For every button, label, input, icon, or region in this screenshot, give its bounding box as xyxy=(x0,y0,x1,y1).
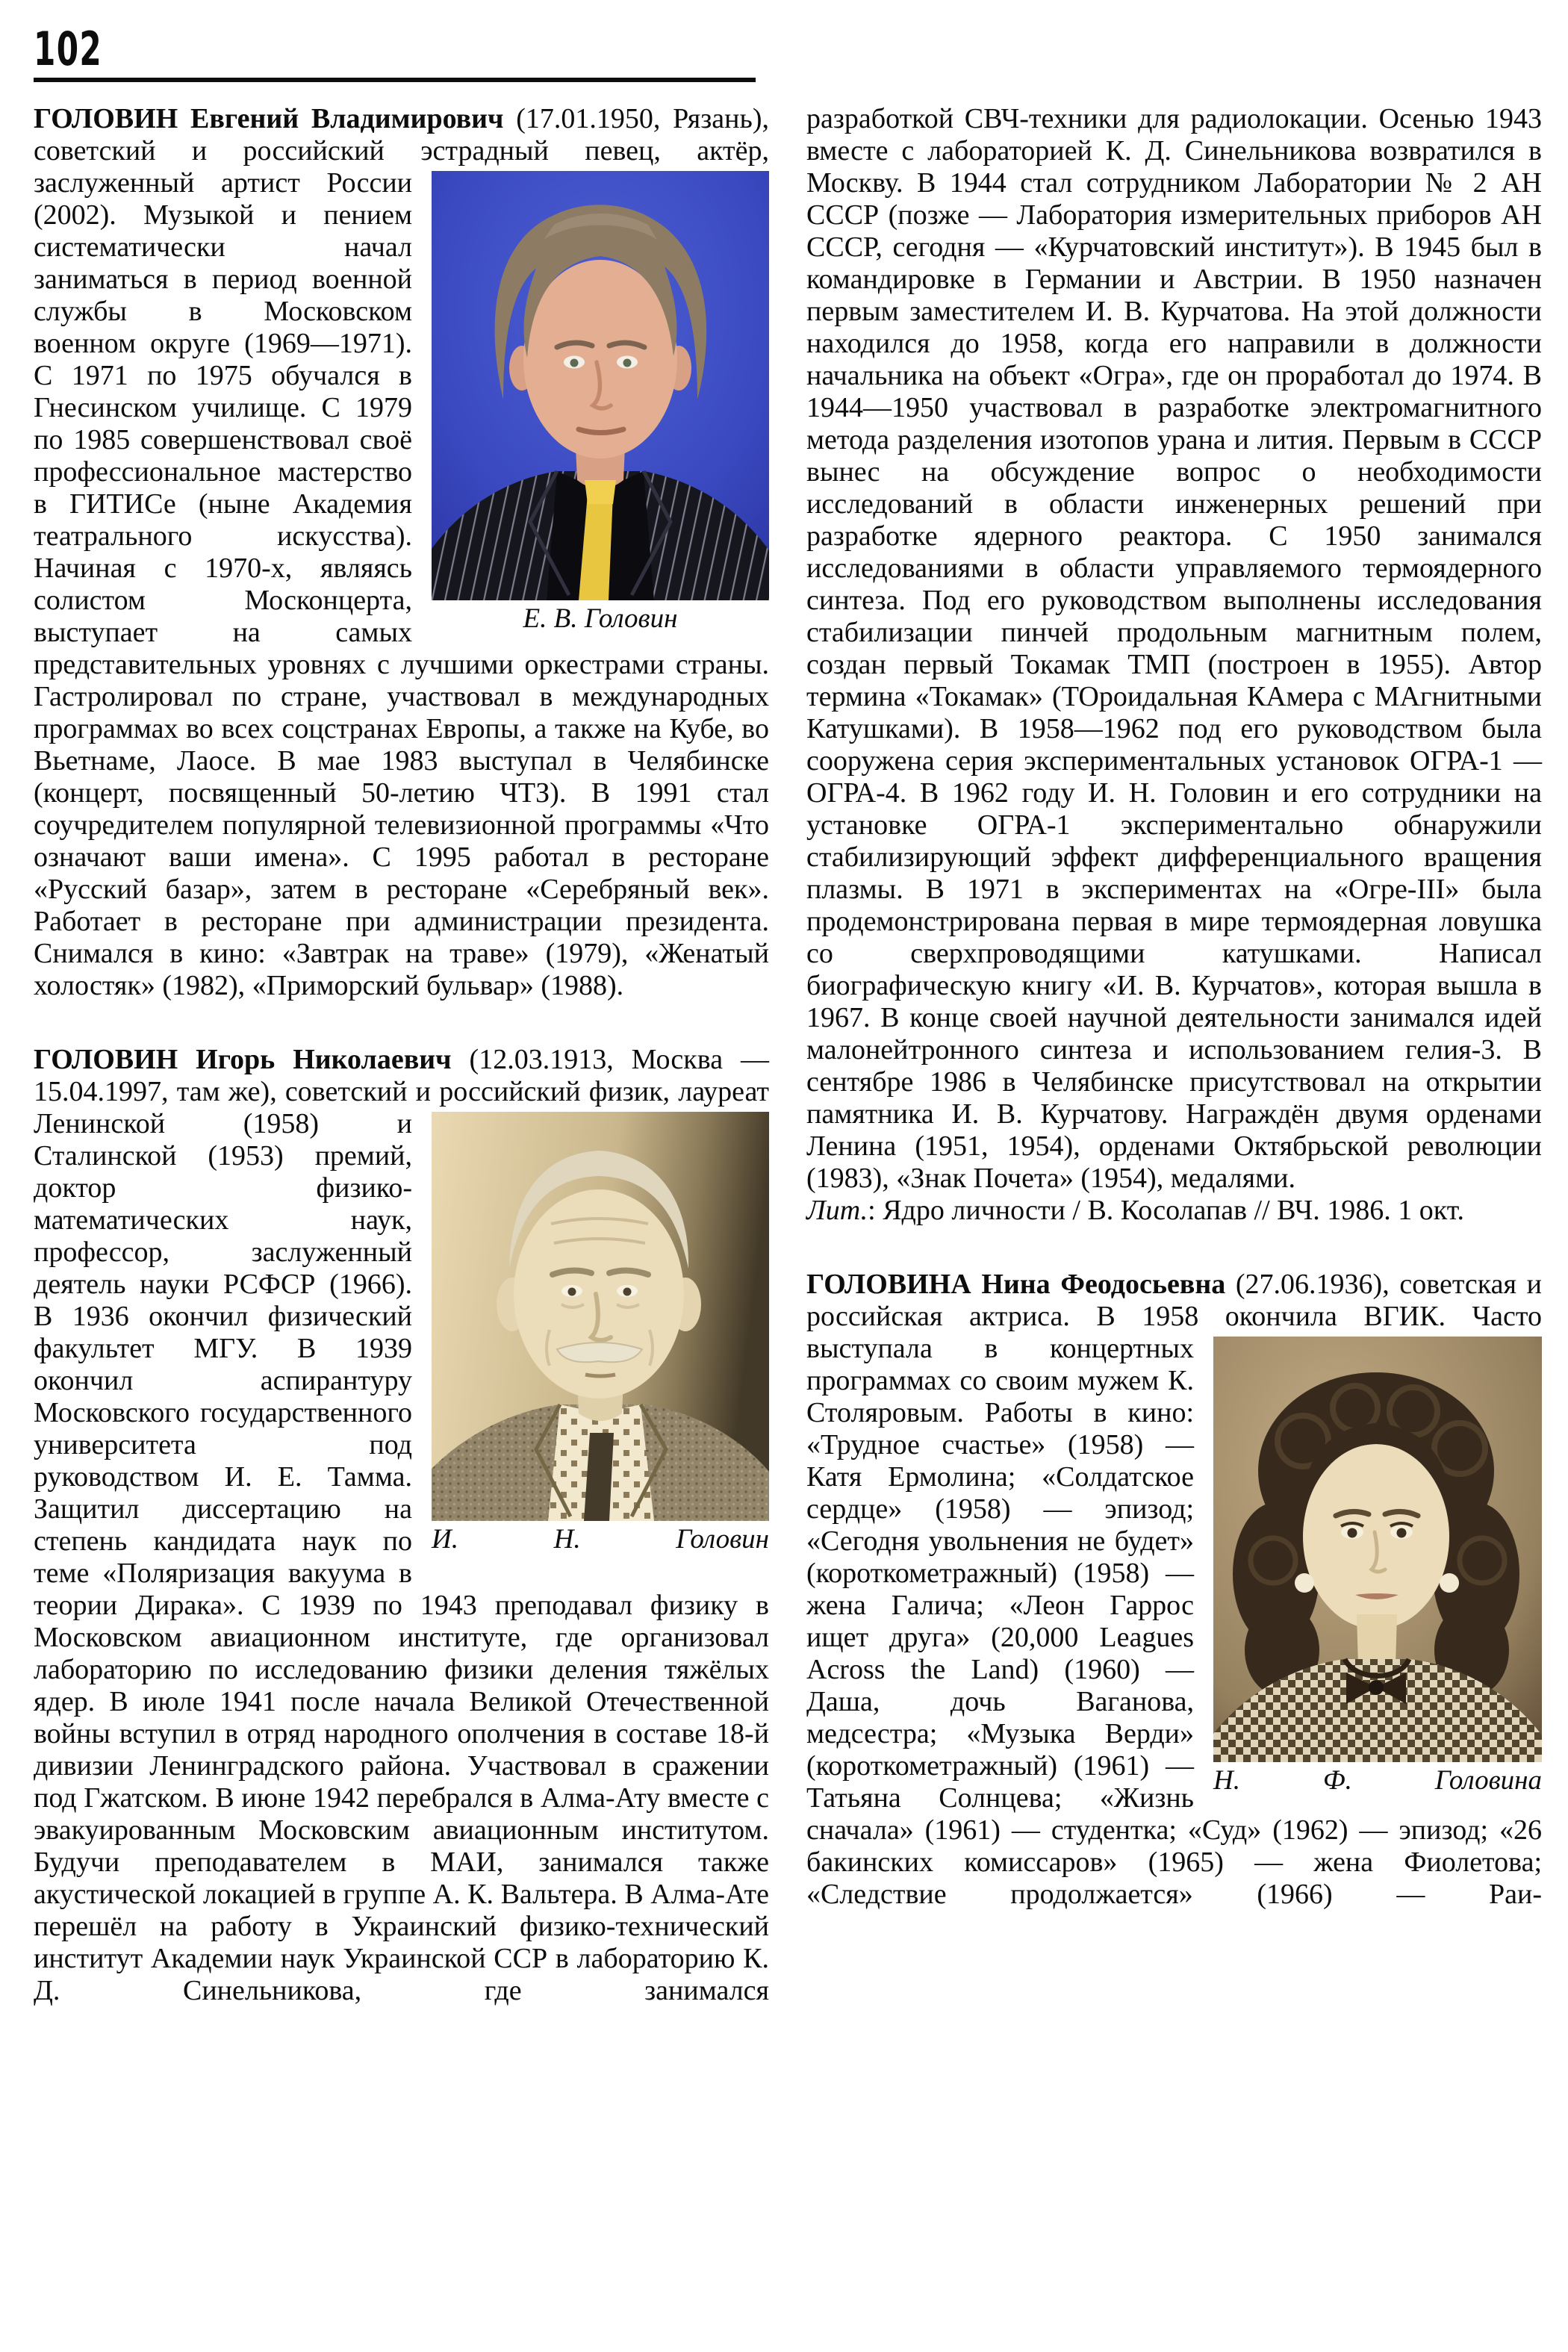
column-left xyxy=(34,103,769,2007)
article-text xyxy=(34,103,769,1002)
entry-lead: (12.03.1913, Москва — 15.04.1997, там же), советский и российский xyxy=(34,1044,770,1107)
article-text xyxy=(34,1044,769,2007)
portrait-photo-in-golovin xyxy=(432,1112,769,1521)
photo-figure-in-golovin xyxy=(432,1112,769,1557)
header-rule xyxy=(34,78,756,82)
entry-body: ВГИК. Часто выступала в концертных программах со своим мужем К. Столяровым. Работы в кино: «Трудное счастье» (1958) — Катя Ермолина; «Солдатское сердце» (1958) — эпизод; «Сегодня увольнения не будет» (короткометражный) (1958) — жена Галича; «Леон Гаррос ищет друга» (20,000 Leagues Across the Land) (1960) — Даша, дочь Ваганова, медсестра; «Музыка Верди» (короткометражный) (1961) — Татьяна Солнцева; «Жизнь сначала» (1961) — студентка; «Суд» (1962) — эпизод; «26 бакинских комиссаров» (1965) — жена Фиолетова; «Следствие продолжается» (1966) — Раи- xyxy=(806,1301,1542,1910)
photo-figure-nf-golovina xyxy=(1213,1337,1542,1798)
entry-body-left: физик, лауреат Ленинской (1958) и Сталинской (1953) премий, доктор физико-математических наук, профессор, заслуженный деятель науки РСФСР (1966). В 1936 окончил физический факультет МГУ. В 1939 окончил аспирантуру Московского государственного университета под руководством И. Е. Тамма. Защитил диссертацию на степень кандидата наук по теме «Поляризация вакуума в теории Дирака». С 1939 по 1943 преподавал физику в Московском авиационном институте, где организовал лабораторию по исследованию физики деления тяжёлых ядер. В июле 1941 после начала Великой Отечественной войны вступил в отряд народного ополчения в составе 18-й дивизии Ленинградского района. Участвовал в сражении под Гжатском. В июне 1942 перебрался в Алма-Ату вместе с эвакуированным Московским авиационным институтом. Будучи преподавателем в МАИ, занимался также акустической локацией в группе А. К. Вальтера. В Алма-Ате перешёл на работу в Украинский физико-технический институт Академии наук Украинской ССР в лабораторию К. Д. Синельникова, где занимался xyxy=(34,1076,769,2006)
entry-lead: (17.01.1950, Рязань), советский и российский эстрадный xyxy=(34,103,769,167)
article-golovin-igor xyxy=(34,1044,769,2007)
entry-body-right: разработкой СВЧ-техники для радиолокации. Осенью 1943 вместе с лабораторией К. Д. Синельникова возвратился в Москву. В 1944 стал сотрудником Лаборатории № 2 АН СССР (позже — Лаборатория измерительных приборов АН СССР, сегодня — «Курчатовский институт»). В 1945 был в командировке в Германии и Австрии. В 1950 назначен первым заместителем И. В. Курчатова. На этой должности находился до 1958, когда его направили в должности начальника на объект «Огра», где он проработал до 1974. В 1944—1950 участвовал в разработке электромагнитного метода разделения изотопов урана и лития. Первым в СССР вынес на обсуждение вопрос о необходимости исследований в области инженерных решений при разработке ядерного реактора. С 1950 занимался исследованиями в области управляемого термоядерного синтеза. Под его руководством выполнены исследования стабилизации пинчей продольным магнитным полем, создан первый Токамак ТМП (построен в 1955). Автор термина «Токамак» (ТОроидальная КАмера с МАгнитными Катушками). В 1958—1962 под его руководством была сооружена серия экспериментальных установок ОГРА-1 — ОГРА-4. В 1962 году И. Н. Головин и его сотрудники на установке ОГРА-1 экспериментально обнаружили стабилизирующий эффект дифференциального вращения плазмы. В 1971 в экспериментах на «Огре-III» была продемонстрирована первая в мире термоядерная ловушка со сверхпроводящими катушками. Написал биографическую книгу «И. В. Курчатов», которая вышла в 1967. В конце своей научной деятельности занимался идей малонейтронного синтеза и использованием гелия-3. В сентябре 1986 в Челябинске присутствовал на открытии памятника И. В. Курчатову. Награждён двумя орденами Ленина (1951, 1954), орденами Октябрьской революции (1983), «Знак Почета» (1954), медалями. xyxy=(806,103,1542,1194)
portrait-photo-nf-golovina xyxy=(1213,1337,1542,1762)
photo-caption: И. Н. Головин xyxy=(432,1524,769,1555)
entry-name: ГОЛОВИН Игорь Николаевич xyxy=(34,1044,452,1075)
article-golovin-igor-continuation xyxy=(806,103,1542,1227)
literature-reference xyxy=(806,1195,1542,1227)
photo-caption: Н. Ф. Головина xyxy=(1213,1765,1542,1796)
portrait-photo-ev-golovin xyxy=(432,171,769,600)
page-number: 102 xyxy=(34,22,103,76)
page-columns xyxy=(34,103,1542,2007)
photo-figure-ev-golovin xyxy=(432,171,769,636)
entry-body: певец, актёр, заслуженный артист России (2002). Музыкой и пением систематически начал заниматься в период военной службы в Московском военном округе (1969—1971). С 1971 по 1975 обучался в Гнесинском училище. С 1979 по 1985 совершенствовал своё профессиональное мастерство в ГИТИСе (ныне Академия театрального искусства). Начиная с 1970-х, являясь солистом Москонцерта, выступает на самых представительных уровнях с лучшими оркестрами страны. Гастролировал по стране, участвовал в международных программах во всех соцстранах Европы, а также на Кубе, во Вьетнаме, Лаосе. В мае 1983 выступал в Челябинске (концерт, посвященный 50-летию ЧТЗ). В 1991 стал соучредителем популярной телевизионной программы «Что означают ваши имена». С 1995 работал в ресторане «Русский базар», затем в ресторане «Серебряный век». Работает в ресторане при администрации президента. Снимался в кино: «Завтрак на траве» (1979), «Женатый холостяк» (1982), «Приморский бульвар» (1988). xyxy=(34,135,769,1001)
column-right xyxy=(806,103,1542,2007)
entry-name: ГОЛОВИН Евгений Владимирович xyxy=(34,103,504,134)
article-golovin-evgeniy xyxy=(34,103,769,1002)
lit-label: Лит. xyxy=(806,1195,868,1226)
entry-name: ГОЛОВИНА Нина Феодосьевна xyxy=(806,1269,1226,1300)
lit-text: : Ядро личности / В. Косолапав // ВЧ. 1986. 1 окт. xyxy=(868,1195,1465,1226)
article-text xyxy=(806,1269,1542,1911)
photo-caption: Е. В. Головин xyxy=(523,603,678,634)
entry-lead: (27.06.1936), советская и российская актриса. В 1958 окончила xyxy=(806,1269,1542,1332)
article-text-continuation xyxy=(806,103,1542,1195)
article-golovina-nina xyxy=(806,1269,1542,1911)
